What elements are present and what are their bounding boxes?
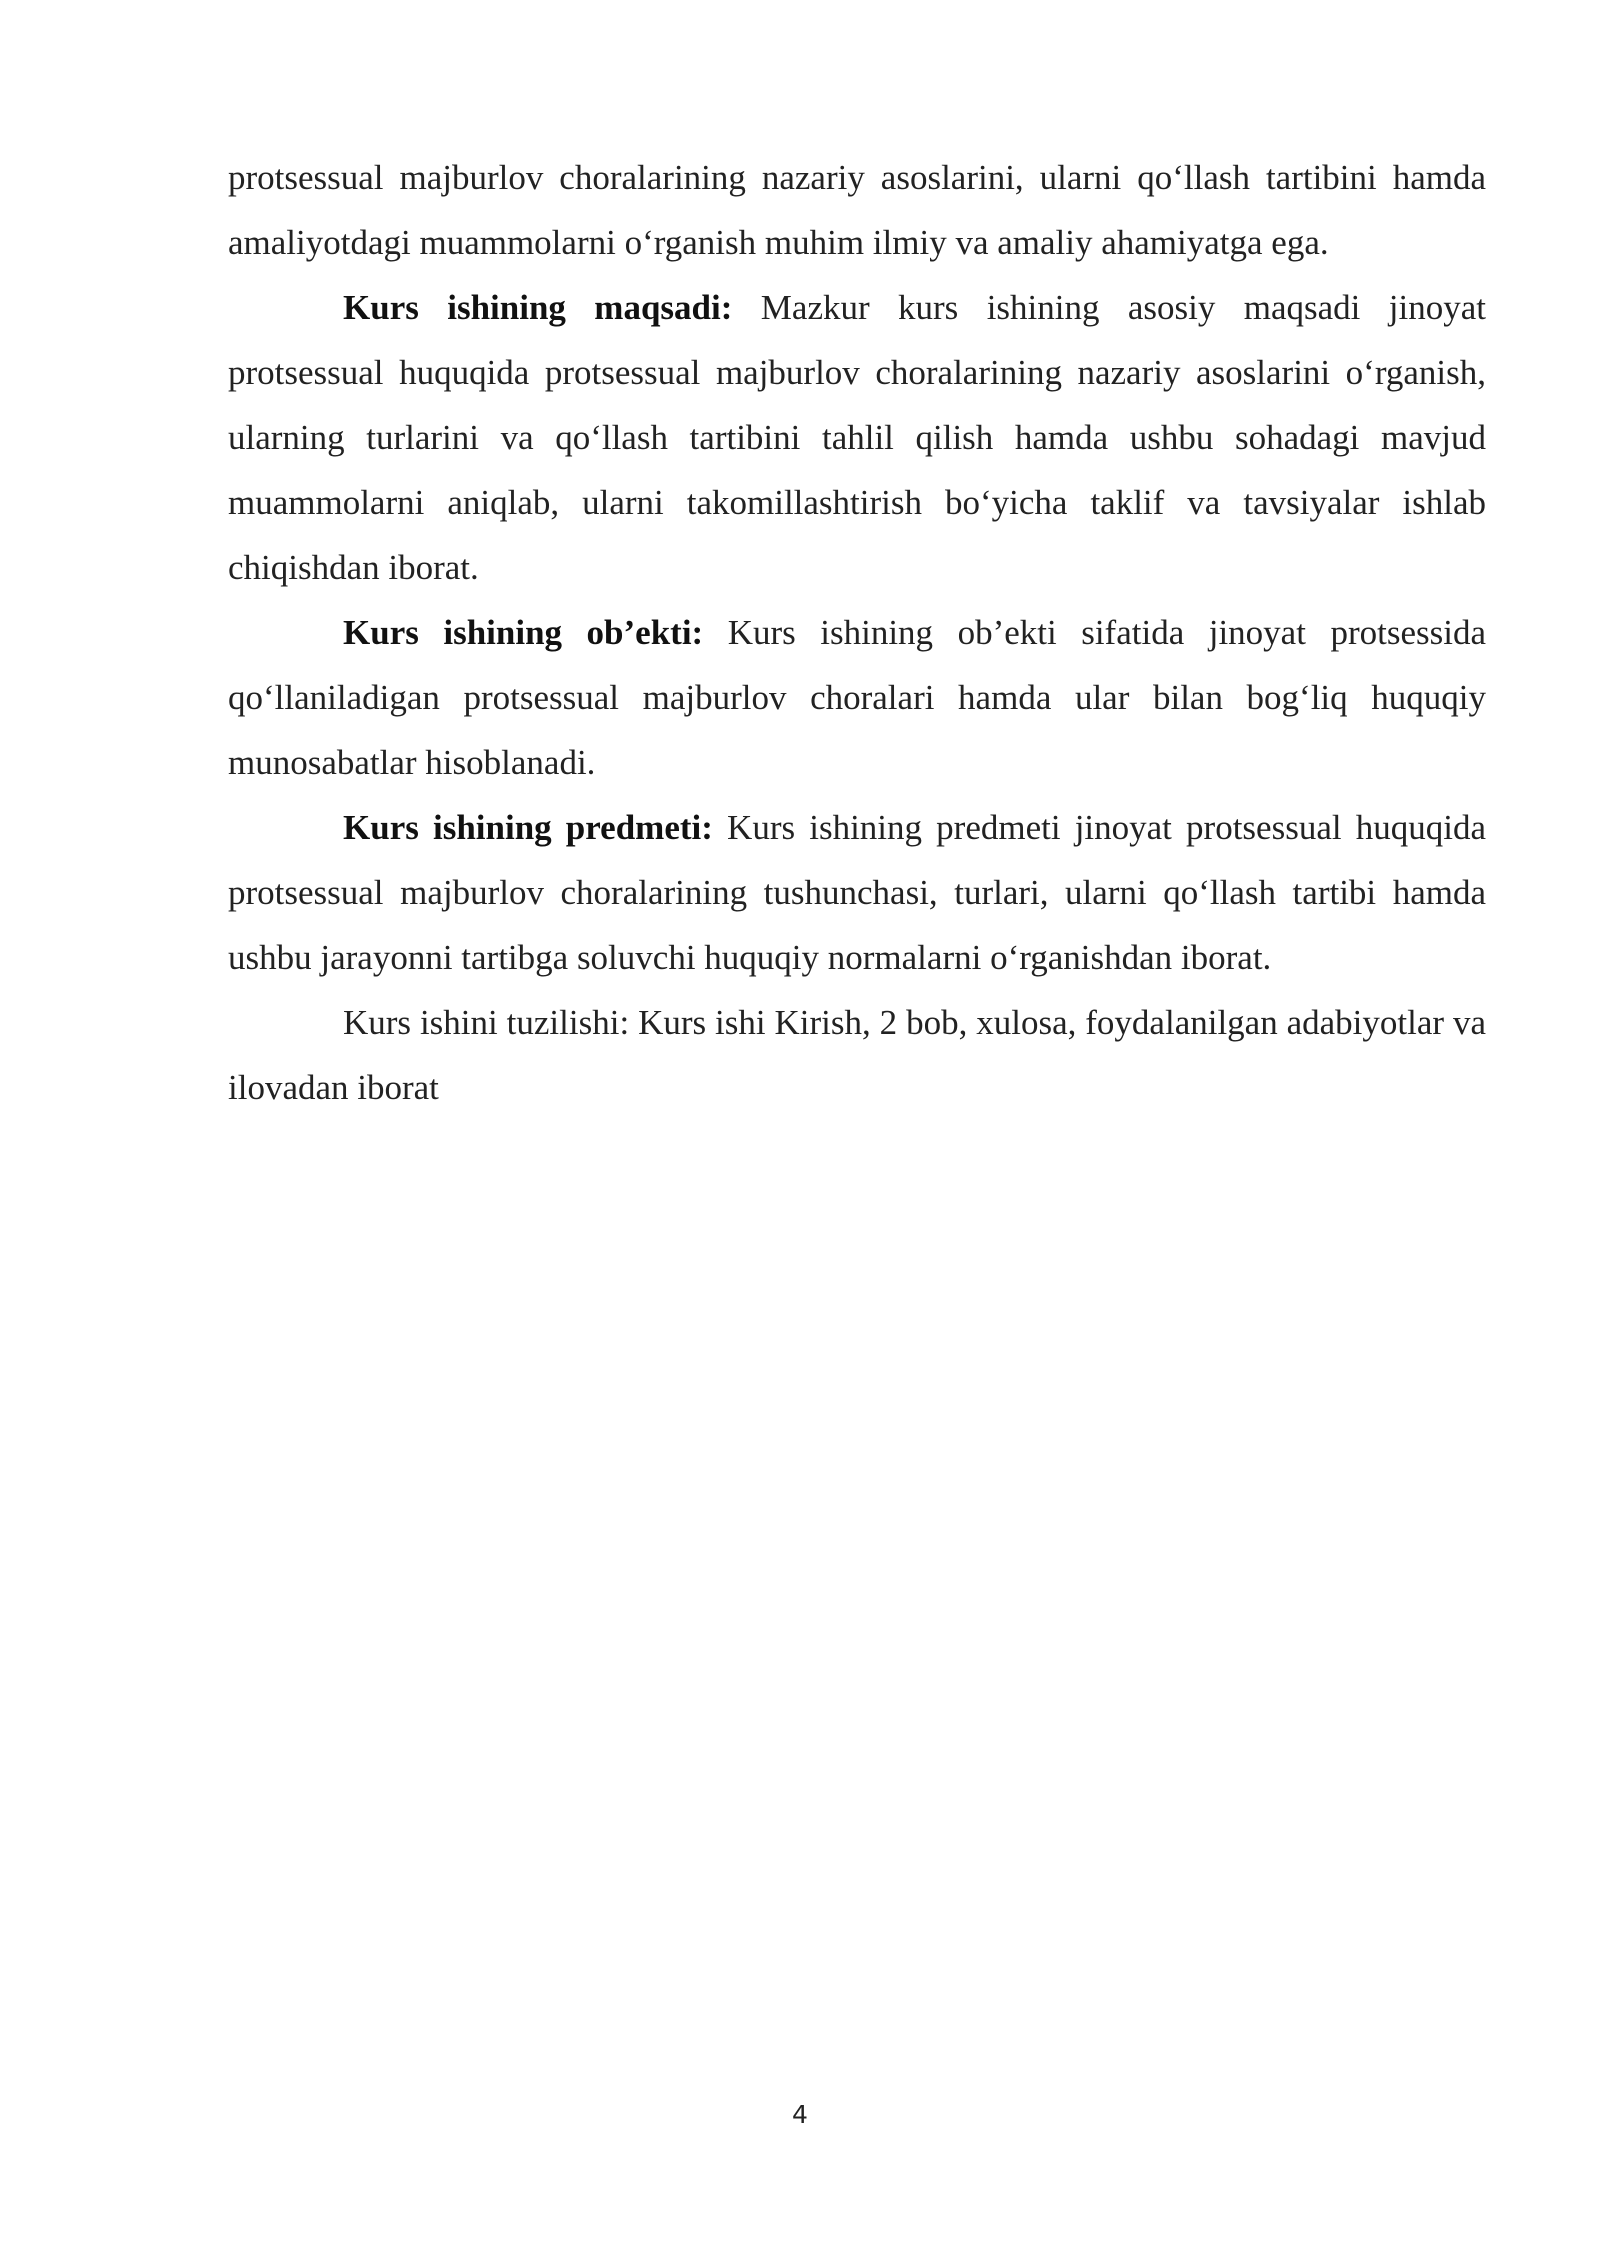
paragraph-text: Mazkur kurs ishining asosiy maqsadi jinoyat protsessual huquqida protsessual majburlov choralarining nazariy asoslarini o‘rganish, ularning turlarini va qo‘llash tartibini tahlil qilish hamda ushbu sohadagi mavjud muammolarni aniqlab, ularni takomillashtirish bo‘yicha taklif va tavsiyalar ishlab chiqishdan iborat. <box>228 288 1486 587</box>
paragraph-text: Kurs ishini tuzilishi: Kurs ishi Kirish, 2 bob, xulosa, foydalanilgan adabiyotlar va ilovadan iborat <box>228 1003 1486 1107</box>
paragraph-goal <box>228 275 1486 600</box>
paragraph-text: Kurs ishining predmeti jinoyat protsessual huquqida protsessual majburlov choralarining tushunchasi, turlari, ularni qo‘llash tartibi hamda ushbu jarayonni tartibga soluvchi huquqiy normalarni o‘rganishdan iborat. <box>228 808 1486 977</box>
paragraph-intro-continuation <box>228 145 1486 275</box>
paragraph-lead: Kurs ishining maqsadi: <box>343 288 733 327</box>
paragraph-object <box>228 600 1486 795</box>
paragraph-lead: Kurs ishining predmeti: <box>343 808 713 847</box>
paragraph-structure <box>228 990 1486 1120</box>
paragraph-lead: Kurs ishining ob’ekti: <box>343 613 704 652</box>
paragraph-subject <box>228 795 1486 990</box>
document-body <box>228 145 1486 1120</box>
page-number: 4 <box>792 2100 808 2129</box>
paragraph-text: Kurs ishining ob’ekti sifatida jinoyat protsessida qo‘llaniladigan protsessual majburlov choralari hamda ular bilan bog‘liq huquqiy munosabatlar hisoblanadi. <box>228 613 1486 782</box>
paragraph-text: protsessual majburlov choralarining nazariy asoslarini, ularni qo‘llash tartibini hamda amaliyotdagi muammolarni o‘rganish muhim ilmiy va amaliy ahamiyatga ega. <box>228 158 1486 262</box>
